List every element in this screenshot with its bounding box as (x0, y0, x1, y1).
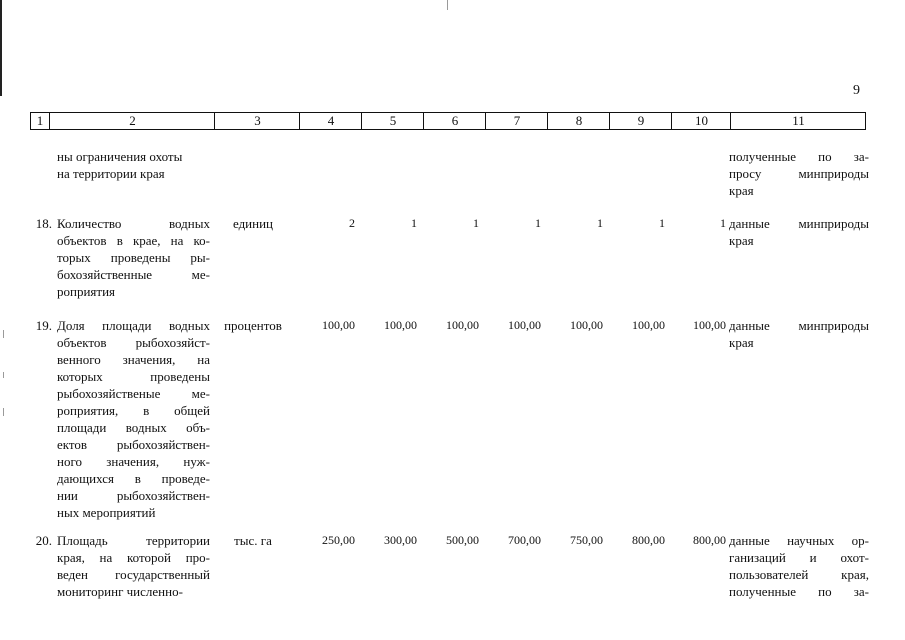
source-line: пользователей края, (729, 567, 869, 582)
value-col-6: 100,00 (446, 318, 479, 332)
name-line: ных мероприятий (57, 505, 156, 520)
header-col-4: 4 (299, 113, 362, 129)
value-col-8: 1 (597, 216, 603, 230)
scan-artifact (3, 372, 4, 378)
source-cell (729, 215, 869, 249)
value-col-7: 1 (535, 216, 541, 230)
row-number: 19. (35, 318, 52, 333)
value-col-9: 800,00 (632, 533, 665, 547)
value-col-4: 250,00 (322, 533, 355, 547)
value-col-9: 100,00 (632, 318, 665, 332)
name-line: рыбохозяйственые ме- (57, 386, 210, 401)
header-col-6: 6 (423, 113, 486, 129)
indicator-name-cell (57, 532, 210, 600)
name-line: Площадь территории (57, 533, 210, 548)
name-line: торых проведены ры- (57, 250, 210, 265)
header-col-11: 11 (730, 113, 866, 129)
source-cell (729, 532, 869, 600)
name-line: дающихся в проведе- (57, 471, 210, 486)
scan-artifact (3, 408, 4, 416)
source-line: края (729, 335, 754, 350)
value-col-10: 1 (720, 216, 726, 230)
name-line: площади водных объ- (57, 420, 210, 435)
scan-artifact (3, 330, 4, 338)
header-col-2: 2 (49, 113, 215, 129)
source-line: края (729, 233, 754, 248)
header-col-8: 8 (547, 113, 610, 129)
header-col-9: 9 (609, 113, 672, 129)
header-col-5: 5 (361, 113, 424, 129)
source-line: данные минприроды (729, 216, 869, 231)
value-col-5: 100,00 (384, 318, 417, 332)
table-header-row (30, 112, 866, 130)
indicator-name-cell (57, 215, 210, 300)
name-line: которых проведены (57, 369, 210, 384)
unit-cell: процентов (224, 318, 282, 333)
name-line: мониторинг численно- (57, 584, 183, 599)
value-col-6: 500,00 (446, 533, 479, 547)
value-col-10: 100,00 (693, 318, 726, 332)
name-line: Количество водных (57, 216, 210, 231)
source-line: просу минприроды (729, 166, 869, 181)
continuation-name-cell (57, 148, 210, 182)
header-col-7: 7 (485, 113, 548, 129)
value-col-4: 100,00 (322, 318, 355, 332)
value-col-6: 1 (473, 216, 479, 230)
source-line: полученные по за- (729, 149, 869, 164)
source-cell (729, 317, 869, 351)
value-col-7: 700,00 (508, 533, 541, 547)
value-col-5: 300,00 (384, 533, 417, 547)
name-line: Доля площади водных (57, 318, 210, 333)
unit-cell: тыс. га (234, 533, 272, 548)
name-line: края, на которой про- (57, 550, 210, 565)
name-line: ны ограничения охоты (57, 149, 183, 164)
header-col-10: 10 (671, 113, 731, 129)
name-line: бохозяйственные ме- (57, 267, 210, 282)
name-line: нии рыбохозяйствен- (57, 488, 210, 503)
value-col-5: 1 (411, 216, 417, 230)
value-col-9: 1 (659, 216, 665, 230)
value-col-8: 100,00 (570, 318, 603, 332)
name-line: ектов рыбохозяйствен- (57, 437, 210, 452)
indicator-name-cell (57, 317, 210, 521)
page-edge-line (0, 0, 2, 96)
unit-cell: единиц (232, 216, 274, 231)
value-col-10: 800,00 (693, 533, 726, 547)
source-line: данные научных ор- (729, 533, 869, 548)
value-col-4: 2 (349, 216, 355, 230)
page-number: 9 (853, 83, 860, 98)
source-line: края (729, 183, 754, 198)
value-col-7: 100,00 (508, 318, 541, 332)
continuation-source-cell (729, 148, 869, 199)
name-line: веден государственный (57, 567, 210, 582)
name-line: венного значения, на (57, 352, 210, 367)
row-number: 20. (35, 533, 52, 548)
name-line: на территории края (57, 166, 165, 181)
name-line: объектов в крае, на ко- (57, 233, 210, 248)
value-col-8: 750,00 (570, 533, 603, 547)
header-col-3: 3 (214, 113, 300, 129)
name-line: роприятия (57, 284, 116, 299)
source-line: полученные по за- (729, 584, 869, 599)
name-line: ного значения, нуж- (57, 454, 210, 469)
header-col-1: 1 (36, 113, 44, 128)
scan-artifact (447, 0, 448, 10)
name-line: роприятия, в общей (57, 403, 210, 418)
source-line: ганизаций и охот- (729, 550, 869, 565)
source-line: данные минприроды (729, 318, 869, 333)
row-number: 18. (35, 216, 52, 231)
name-line: объектов рыбохозяйст- (57, 335, 210, 350)
